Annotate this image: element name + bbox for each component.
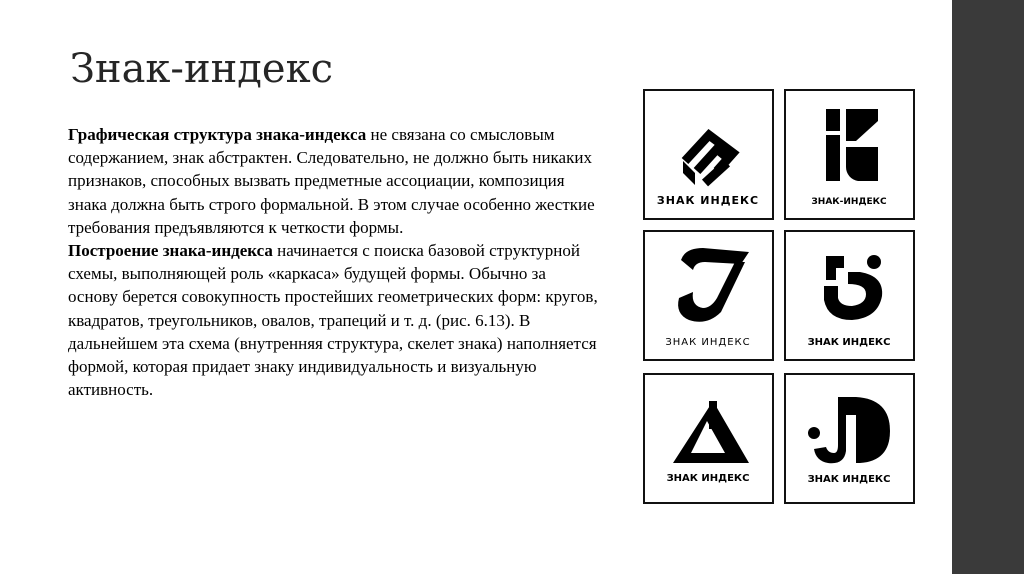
logo-4-emblem	[786, 232, 913, 359]
logo-card-5	[643, 373, 774, 504]
body-text	[68, 123, 598, 401]
logo-card-6	[784, 373, 915, 504]
logo-5-emblem	[645, 375, 772, 502]
paragraph-2-lead: Построение знака-индекса	[68, 241, 273, 261]
logo-2-caption: ЗНАК-ИНДЕКС	[811, 197, 887, 207]
logo-1-emblem	[645, 91, 772, 218]
logo-card-3	[643, 230, 774, 361]
logo-6-caption: ЗНАК ИНДЕКС	[807, 474, 891, 485]
paragraph-2	[68, 241, 598, 399]
logo-grid	[643, 89, 918, 505]
right-sidebar	[952, 0, 1024, 574]
logo-6-emblem	[786, 375, 913, 502]
logo-card-4	[784, 230, 915, 361]
logo-5-caption: ЗНАК ИНДЕКС	[666, 473, 750, 484]
paragraph-1	[68, 125, 595, 237]
logo-1-caption: ЗНАК ИНДЕКС	[656, 194, 760, 207]
logo-card-2	[784, 89, 915, 220]
logo-3-emblem	[645, 232, 772, 359]
logo-2-emblem	[786, 91, 913, 218]
logo-4-caption: ЗНАК ИНДЕКС	[807, 337, 891, 348]
paragraph-2-text: начинается с поиска базовой структурной схемы, выполняющей роль «каркаса» будущей формы. Обычно за основу берется совокупность простейших геометрических форм: кругов, квадратов, треугольников, овалов, трапеций и т. д. (рис. 6.13). В дальнейшем эта схема (внутренняя структура, скелет знака) наполняется формой, которая придает знаку индивидуальность и визуальную активность.	[68, 241, 598, 400]
paragraph-1-lead: Графическая структура знака-индекса	[68, 125, 367, 144]
paragraph-1-text: не связана со смысловым содержанием, знак абстрактен. Следовательно, не должно быть никаких признаков, способных вызвать предметные ассоциации, композиция знака должна быть строго формальной. В этом случае особенно жесткие требования предъявляются к четкости формы.	[68, 125, 595, 237]
logo-3-caption: ЗНАК ИНДЕКС	[665, 337, 751, 348]
slide-title: Знак-индекс	[70, 46, 333, 92]
logo-card-1	[643, 89, 774, 220]
